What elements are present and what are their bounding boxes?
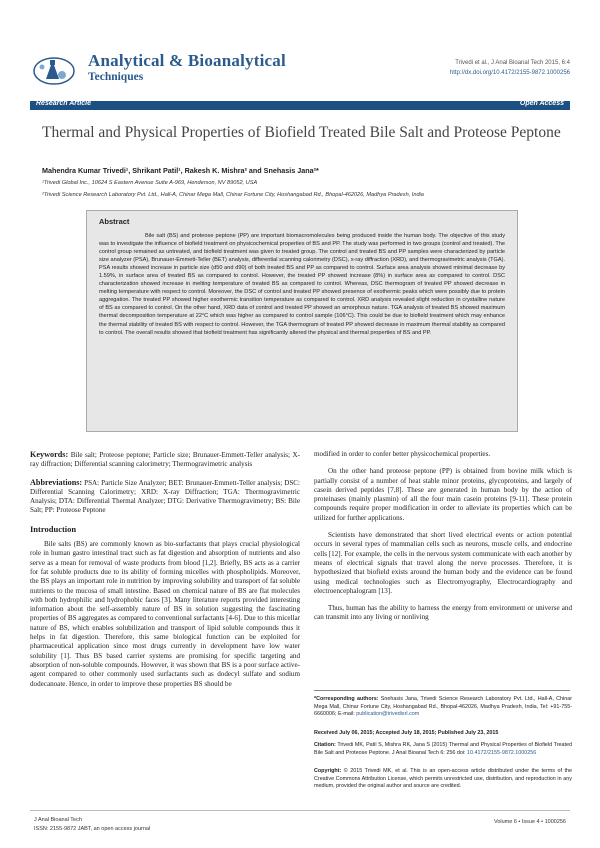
doi-link[interactable]: http://dx.doi.org/10.4172/2155-9872.1000256 [449, 70, 570, 76]
copyright-note [314, 768, 572, 791]
footer-rule [30, 810, 570, 811]
corr-label: *Corresponding authors: [314, 696, 379, 702]
citation-header [450, 58, 570, 78]
keywords-block [30, 450, 300, 470]
citation-text: Trivedi MK, Patil S, Mishra RK, Jana S (2015) Thermal and Physical Properties of Biofield Treated Bile Salt and Proteose Peptone. J Anal Bioanal Tech 6: 256 doi: [314, 742, 572, 756]
footer-volume: Volume 6 • Issue 4 • 1000256 [493, 819, 566, 825]
article-title: Thermal and Physical Properties of Biofield Treated Bile Salt and Proteose Peptone [42, 124, 561, 141]
citation-line: Trivedi et al., J Anal Bioanal Tech 2015, 6:4 [455, 60, 570, 66]
right-paragraph-3: Thus, human has the ability to harness the energy from environment or universe and can transmit into any living or nonliving [314, 604, 572, 622]
author-list: Mahendra Kumar Trivedi¹, Shrikant Patil¹, Rakesh K. Mishra² and Snehasis Jana²* [42, 166, 319, 175]
abbreviations-block [30, 478, 300, 516]
corr-email-link[interactable]: publication@trivedisrl.com [356, 711, 420, 718]
right-column [314, 450, 572, 623]
keywords-text: Bile salt; Proteose peptone; Particle size; Brunauer-Emmett-Teller analysis; X-ray diffraction; Differential scanning calorimetry; Thermogravimetric analysis [30, 451, 300, 469]
abbreviations-text: PSA: Particle Size Analyzer; BET: Brunauer-Emmett-Teller analysis; DSC: Differential Scanning Calorimetry; XRD: X-ray Diffraction; TGA: Thermogravimetric Analysis; DTA: Differential Thermal Analyzer; DTG: Derivative Thermogravimetry; BS: Bile Salt; PP: Proteose Peptone [30, 478, 300, 515]
keywords-label: Keywords: [30, 450, 69, 459]
right-paragraph-1: On the other hand proteose peptone (PP) is obtained from bovine milk which is partially consist of a number of heat stable minor proteins, glycoproteins, and largely of casein derived peptides [7,8]. These are generated in human body by the action of proteinases (mainly plasmin) of all the four main casein proteins [9-11]. These protein compounds require proper modification in order to alleviate its properties which can be utilized for further applications. [314, 467, 572, 522]
abstract-heading: Abstract [99, 217, 130, 226]
footnote-divider [314, 690, 570, 691]
footer-issn: ISSN: 2155-9872 JABT, an open access journal [34, 826, 151, 832]
intro-paragraph: Bile salts (BS) are commonly known as bio-surfactants that plays crucial physiological role in human gastro intestinal tract such as fat digestion and absorption of nutrients and also serve as a mean for removal of waste products from blood [1,2]. Briefly, BS acts as a carrier for fat soluble products due to its ability of forming micelles with phospholipids. Moreover, the BS plays an important role in nutrition by improving solubility and transport of fat soluble nutrients to the mucosa of small intestine. Based on chemical nature of BS are flat molecules with both hydrophilic and hydrophobic faces [3]. Many literature reports provided interesting information about the self-assembly nature of BS in solution suggesting the fascinating properties of BS aggregates as compared to conventional surfactants [4-6]. Due to this micellar nature of BS, which enables solubilization and transport of lipid soluble compounds thus it helps in fat digestion. Therefore, this same biological function can be exploited for pharmaceutical application since most drugs currently in development have low water solubility [1]. Thus BS based carrier systems are promising for specific targeting and absorption of non-soluble compounds. However, it was shown that BS is a poor surface active-agent compared to other commonly used surfactants such as dodecyl sulfate and sodium dodecanoate. Hence, in order to improve these properties BS should be [30, 540, 300, 688]
affiliation-2: ²Trivedi Science Research Laboratory Pvt. Ltd., Hall-A, Chinar Mega Mall, Chinar Fortune City, Hoshangabad Rd., Bhopal-462026, Madhya Pradesh, India [42, 192, 424, 198]
right-paragraph-0: modified in order to confer better physicochemical properties. [314, 450, 491, 458]
footer-left [34, 816, 150, 834]
left-column [30, 450, 300, 689]
citation-note [314, 742, 572, 757]
journal-logo-icon [32, 55, 82, 87]
citation-doi-link[interactable]: 10.4172/2155-9872.1000256 [467, 749, 537, 756]
introduction-heading: Introduction [30, 523, 77, 534]
affiliation-1: ¹Trivedi Global Inc., 10624 S Eastern Avenue Suite A-969, Henderson, NV 89052, USA [42, 180, 258, 186]
right-paragraph-2: Scientists have demonstrated that short lived electrical events or action potential occurs in several types of mammalian cells such as neurons, muscle cells, and endocrine cells [12]. For example, the cells in the nervous system communicate with each another by means of electrical signals that travel along the nerve processes. Therefore, it is hypothesized that biofield exists around the human body and the evidence can be found using medical technologies such as Electromyography, Electrocardiography and electroencephalogram [13]. [314, 531, 572, 595]
abstract-box [86, 210, 518, 432]
research-article-label: Research Article [36, 100, 91, 107]
corresponding-author-note [314, 696, 572, 719]
journal-subtitle: Techniques [88, 71, 144, 83]
copyright-text: © 2015 Trivedi MK, et al. This is an open-access article distributed under the terms of the Creative Commons Attribution License, which permits unrestricted use, distribution, and reproduction in any medium, provided the original author and source are credited. [314, 768, 572, 790]
abstract-text: Bile salt (BS) and proteose peptone (PP) are important biomacromolecules being produced inside the human body. The objective of this study was to investigate the influence of biofield treatment on physicochemical properties of BS and PP. The study was performed in two groups (control and treated). The control group remained as untreated, and biofield treatment was given to treated group. The control and treated BS and PP samples were characterized by particle size analyzer (PSA), Brunauer-Emmett-Teller (BET) analysis, differential scanning calorimetry (DSC), x-ray diffraction (XRD), and thermogravimetric analysis (TGA). PSA results showed increase in particle size (d50 and d90) of both treated BS and PP as compared to control. Surface area analysis showed minimal decrease by 1.59%, in surface area of treated BS as compared to control. However, the treated PP showed increase (8%) in surface area as compared to control. DSC characterization showed increase in melting temperature of treated BS as compared to control. Whereas, DSC thermogram of treated PP showed decrease in melting temperature with respect to control. Moreover, the DSC of control and treated PP showed presence of exothermic peaks which were possibly due to protein aggregation. The treated PP showed higher exothermic transition temperature as compared to control. XRD analysis revealed slight reduction in crystalline nature of BS as compared to control. On the other hand, XRD data of control and treated PP showed an amorphous nature. TGA analysis of treated BS showed maximum thermal decomposition temperature at 22°C which was higher as compared to control sample (106°C). This could be due to biofield treatment which may enhance the thermal stability of treated BS with respect to control. However, the TGA thermogram of treated PP showed decrease in maximum thermal stability as compared to control. The overall results showed that biofield treatment has significantly altered the physical and thermal properties of BS and PP. [99, 233, 505, 336]
corr-text: Snehasis Jana, Trivedi Science Research Laboratory Pvt. Ltd., Hall-A, Chinar Mega Mall, Chinar Fortune City, Hoshangabad Rd., Bhopal-462026, Madhya Pradesh, India, Tel: +91-755-6660006; E-mail: [314, 696, 572, 718]
open-access-label: Open Access [519, 100, 564, 107]
copyright-label: Copyright: [314, 768, 342, 774]
abbreviations-label: Abbreviations: [30, 477, 83, 487]
journal-title: Analytical & Bioanalytical [88, 51, 286, 70]
article-type-bar [30, 101, 570, 110]
citation-label: Citation: [314, 742, 336, 748]
article-dates: Received July 06, 2015; Accepted July 18, 2015; Published July 23, 2015 [314, 730, 499, 736]
footer-journal: J Anal Bioanal Tech [34, 817, 82, 823]
